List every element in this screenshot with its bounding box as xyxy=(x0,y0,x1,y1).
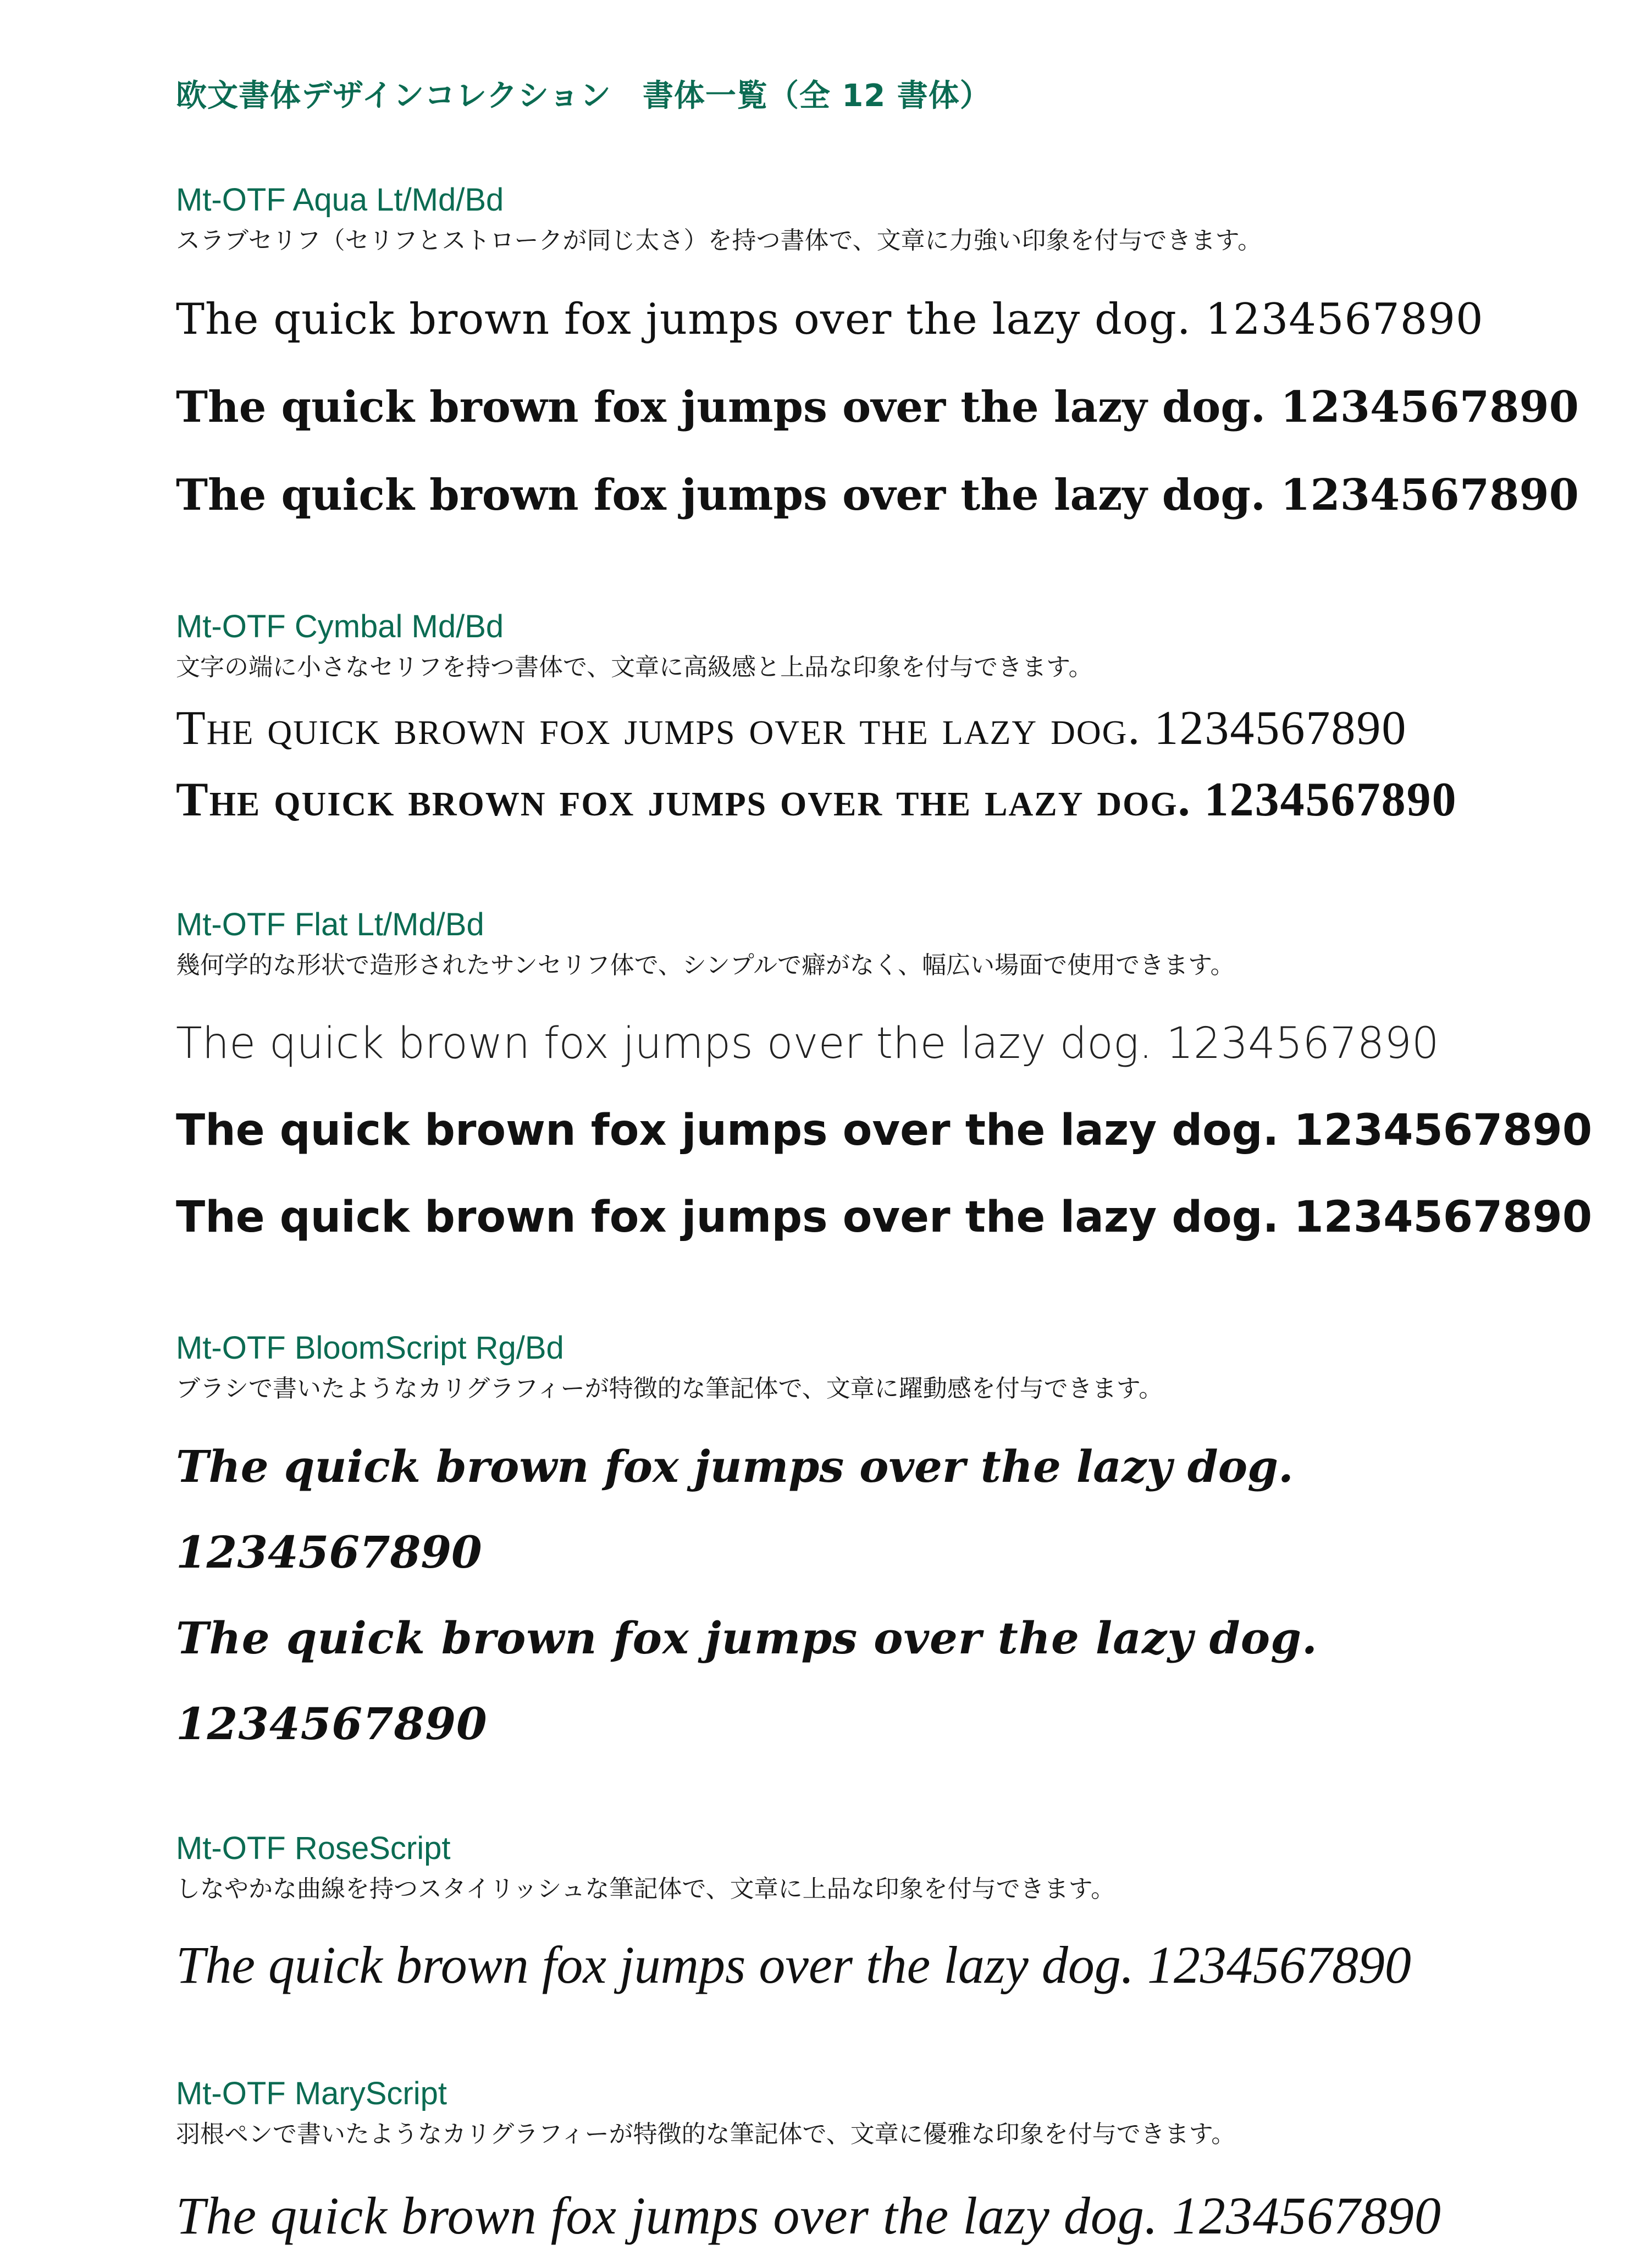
sample-text-light: The quick brown fox jumps over the lazy dog. 1234567890 xyxy=(176,1019,1439,1068)
font-name: Mt-OTF RoseScript xyxy=(176,1830,451,1866)
font-description: ブラシで書いたようなカリグラフィーが特徴的な筆記体で、文章に躍動感を付与できます。 xyxy=(176,1375,1163,1403)
font-name: Mt-OTF Cymbal Md/Bd xyxy=(176,609,504,644)
font-name: Mt-OTF Flat Lt/Md/Bd xyxy=(176,907,484,942)
sample-text-light: The quick brown fox jumps over the lazy dog. 1234567890 xyxy=(176,295,1484,344)
font-description: 幾何学的な形状で造形されたサンセリフ体で、シンプルで癖がなく、幅広い場面で使用できます。 xyxy=(176,951,1235,979)
font-section-bloomscript xyxy=(176,1327,1605,1767)
sample-text-bold: The quick brown fox jumps over the lazy dog. 1234567890 xyxy=(176,773,1457,826)
font-section-maryscript xyxy=(176,2072,1605,2263)
font-section-cymbal xyxy=(176,605,1605,826)
font-section-aqua xyxy=(176,179,1605,539)
font-section-rosescript xyxy=(176,1827,1605,2006)
sample-text-bold: The quick brown fox jumps over the lazy dog. 1234567890 xyxy=(176,1612,1318,1750)
sample-text-medium: The quick brown fox jumps over the lazy dog. 1234567890 xyxy=(176,382,1579,432)
font-description: 文字の端に小さなセリフを持つ書体で、文章に高級感と上品な印象を付与できます。 xyxy=(176,653,1093,681)
sample-text-medium: The quick brown fox jumps over the lazy dog. 1234567890 xyxy=(176,702,1407,755)
font-name: Mt-OTF BloomScript Rg/Bd xyxy=(176,1330,564,1366)
sample-text-bold: The quick brown fox jumps over the lazy dog. 1234567890 xyxy=(176,1193,1593,1242)
document-page xyxy=(176,74,1605,2263)
font-description: しなやかな曲線を持つスタイリッシュな筆記体で、文章に上品な印象を付与できます。 xyxy=(176,1875,1115,1903)
font-description: 羽根ペンで書いたようなカリグラフィーが特徴的な筆記体で、文章に優雅な印象を付与できます。 xyxy=(176,2120,1236,2148)
sample-text-bold: The quick brown fox jumps over the lazy dog. 1234567890 xyxy=(176,470,1579,520)
sample-text-regular: The quick brown fox jumps over the lazy dog. 1234567890 xyxy=(176,1935,1411,1994)
font-description: スラブセリフ（セリフとストロークが同じ太さ）を持つ書体で、文章に力強い印象を付与できます。 xyxy=(176,227,1262,255)
sample-text-medium: The quick brown fox jumps over the lazy dog. 1234567890 xyxy=(176,1106,1593,1155)
font-name: Mt-OTF MaryScript xyxy=(176,2076,447,2111)
sample-text-regular: The quick brown fox jumps over the lazy dog. 1234567890 xyxy=(176,2186,1441,2245)
sample-text-regular: The quick brown fox jumps over the lazy dog. 1234567890 xyxy=(176,1441,1294,1578)
page-title: 欧文書体デザインコレクション 書体一覧（全 12 書体） xyxy=(176,78,991,114)
font-section-flat xyxy=(176,903,1605,1261)
font-name: Mt-OTF Aqua Lt/Md/Bd xyxy=(176,182,504,218)
